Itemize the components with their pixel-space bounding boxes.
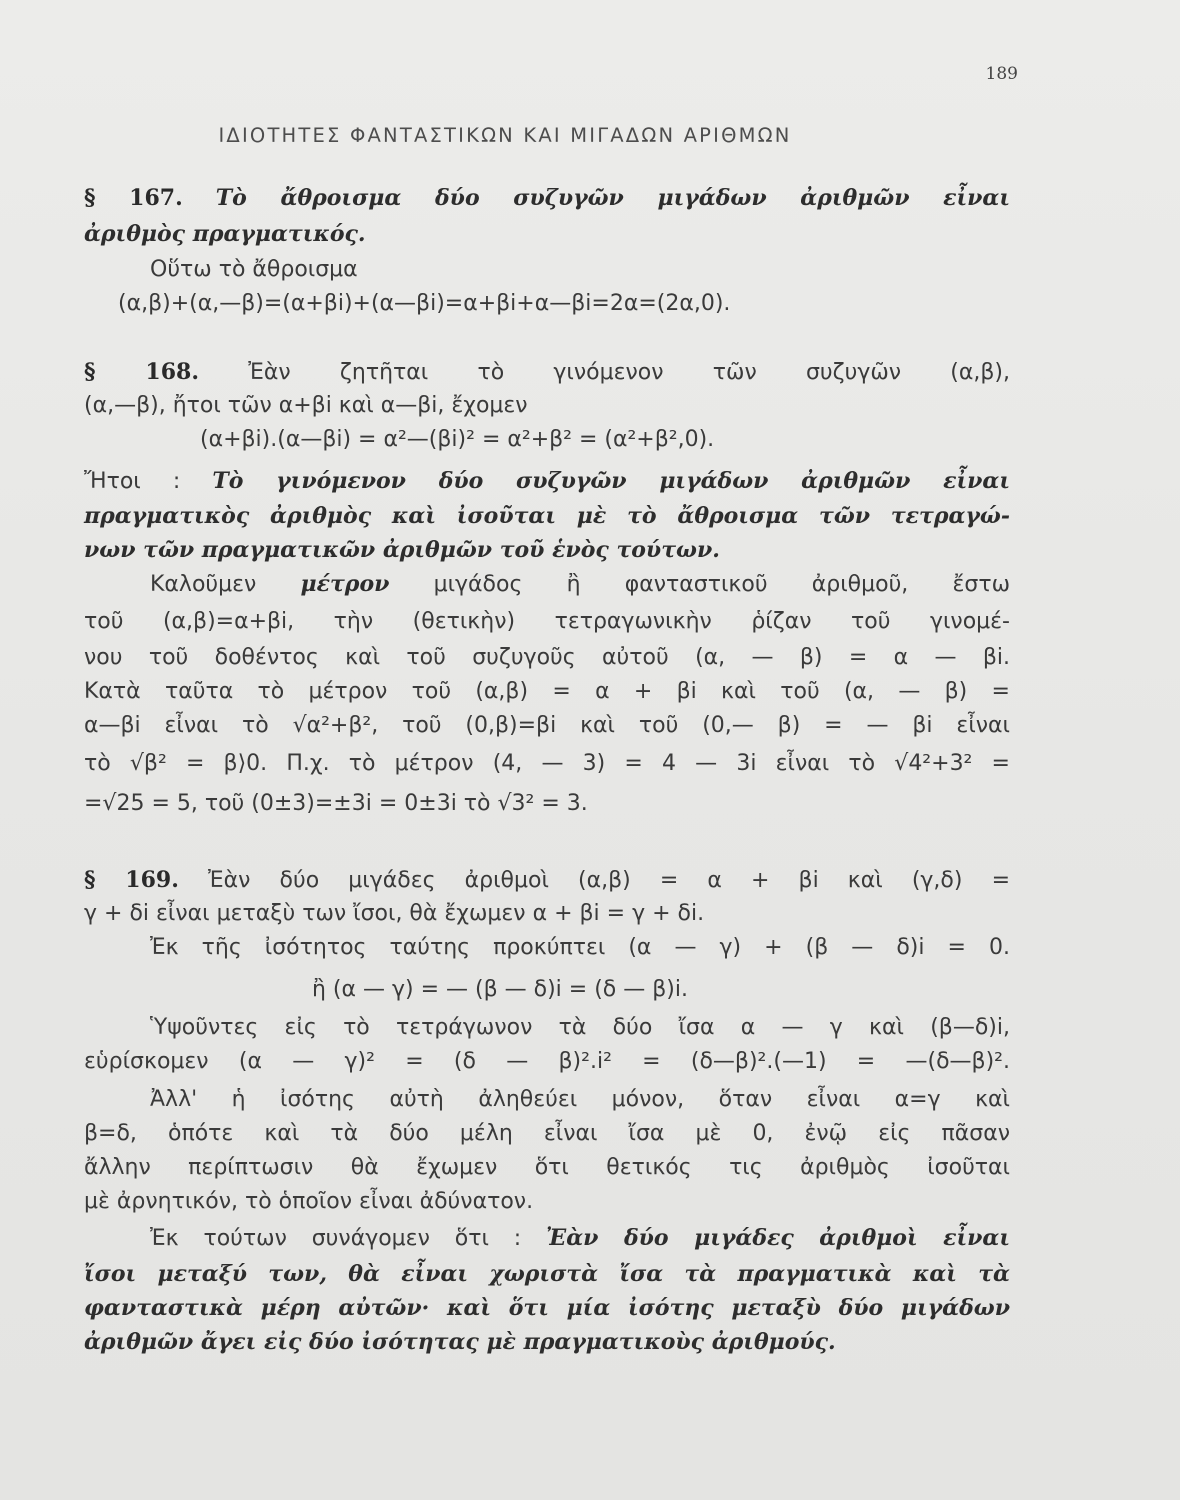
- sec168-line-4: [84, 465, 1010, 497]
- text-span: Καλοῦμεν: [150, 572, 257, 597]
- section-number: § 167.: [84, 185, 183, 211]
- sec169-equation: ἢ (α — γ) = — (β — δ)i = (δ — β)i.: [312, 977, 688, 1002]
- sec169-line-3: Ἐκ τῆς ἰσότητος ταύτης προκύπτει (α — γ) + (β — δ)i = 0.: [150, 935, 1010, 960]
- sec168-line-13: =√25 = 5, τοῦ (0±3)=±3i = 0±3i τὸ √3² = 3.: [84, 791, 588, 816]
- theorem-text: νων τῶν πραγματικῶν ἀριθμῶν τοῦ ἑνὸς τούτων.: [84, 537, 720, 563]
- sec169-line-6: εὑρίσκομεν (α — γ)² = (δ — β)².i² = (δ—β)².(—1) = —(δ—β)².: [84, 1049, 1010, 1074]
- text-span: Ἐὰν δύο μιγάδες ἀριθμοὶ (α,β) = α + βi καὶ (γ,δ) =: [208, 868, 1011, 893]
- sec169-line-2: γ + δi εἶναι μεταξὺ των ἴσοι, θὰ ἔχωμεν α + βi = γ + δi.: [84, 901, 705, 926]
- sec167-line-2: [84, 218, 1010, 250]
- theorem-text: ἀριθμῶν ἄγει εἰς δύο ἰσότητας μὲ πραγματικοὺς ἀριθμούς.: [84, 1329, 836, 1355]
- sec169-line-5: Ὑψοῦντες εἰς τὸ τετράγωνον τὰ δύο ἴσα α — γ καὶ (β—δ)i,: [150, 1015, 1010, 1040]
- sec169-line-7: Ἀλλ' ἡ ἰσότης αὐτὴ ἀληθεύει μόνον, ὅταν εἶναι α=γ καὶ: [150, 1087, 1010, 1112]
- sec168-line-10: Κατὰ ταῦτα τὸ μέτρον τοῦ (α,β) = α + βi καὶ τοῦ (α, — β) =: [84, 679, 1010, 704]
- theorem-text: ἀριθμὸς πραγματικός.: [84, 221, 366, 247]
- sec168-line-7: [150, 568, 1010, 600]
- sec167-line-1: [84, 182, 1010, 214]
- sec169-line-8: β=δ, ὁπότε καὶ τὰ δύο μέλη εἶναι ἴσα μὲ 0, ἐνῷ εἰς πᾶσαν: [84, 1121, 1010, 1146]
- page-number: 189: [985, 64, 1018, 84]
- theorem-text: ἴσοι μεταξύ των, θὰ εἶναι χωριστὰ ἴσα τὰ πραγματικὰ καὶ τὰ: [84, 1261, 1010, 1287]
- sec169-line-9: ἄλλην περίπτωσιν θὰ ἔχωμεν ὅτι θετικός τις ἀριθμὸς ἰσοῦται: [84, 1155, 1010, 1180]
- text-span: Ἤτοι :: [84, 469, 181, 494]
- theorem-text: πραγματικὸς ἀριθμὸς καὶ ἰσοῦται μὲ τὸ ἄθροισμα τῶν τετραγώ-: [84, 503, 1010, 529]
- sec168-line-2: (α,—β), ἤτοι τῶν α+βi καὶ α—βi, ἔχομεν: [84, 393, 528, 418]
- theorem-text: Ἐὰν δύο μιγάδες ἀριθμοὶ εἶναι: [546, 1225, 1010, 1251]
- sec168-line-5: [84, 500, 1010, 532]
- sec169-line-1: [84, 864, 1010, 896]
- section-number: § 169.: [84, 867, 179, 893]
- sec169-line-12: [84, 1258, 1010, 1290]
- theorem-text: Τὸ ἄθροισμα δύο συζυγῶν μιγάδων ἀριθμῶν εἶναι: [215, 185, 1011, 211]
- sec167-equation: (α,β)+(α,—β)=(α+βi)+(α—βi)=α+βi+α—βi=2α=(2α,0).: [118, 291, 731, 316]
- sec168-equation: (α+βi).(α—βi) = α²—(βi)² = α²+β² = (α²+β²,0).: [200, 427, 715, 452]
- text-span: Ἐὰν ζητῆται τὸ γινόμενον τῶν συζυγῶν (α,β),: [248, 360, 1011, 385]
- theorem-text: Τὸ γινόμενον δύο συζυγῶν μιγάδων ἀριθμῶν εἶναι: [212, 468, 1010, 494]
- sec167-line-3: Οὕτω τὸ ἄθροισμα: [150, 257, 358, 282]
- sec168-line-12: τὸ √β² = β⟩0. Π.χ. τὸ μέτρον (4, — 3) = 4 — 3i εἶναι τὸ √4²+3² =: [84, 751, 1010, 776]
- section-number: § 168.: [84, 359, 199, 385]
- sec169-line-10: μὲ ἀρνητικόν, τὸ ὁποῖον εἶναι ἀδύνατον.: [84, 1189, 534, 1214]
- running-head: ΙΔΙΟΤΗΤΕΣ ΦΑΝΤΑΣΤΙΚΩΝ ΚΑΙ ΜΙΓΑΔΩΝ ΑΡΙΘΜΩΝ: [218, 124, 792, 147]
- emphasis-term: μέτρον: [300, 571, 390, 597]
- theorem-text: φανταστικὰ μέρη αὐτῶν· καὶ ὅτι μία ἰσότης μεταξὺ δύο μιγάδων: [84, 1295, 1010, 1321]
- sec169-line-13: [84, 1292, 1010, 1324]
- sec168-line-9: νου τοῦ δοθέντος καὶ τοῦ συζυγοῦς αὐτοῦ (α, — β) = α — βi.: [84, 645, 1010, 670]
- sec169-line-11: [150, 1222, 1010, 1254]
- text-span: μιγάδος ἢ φανταστικοῦ ἀριθμοῦ, ἔστω: [433, 572, 1010, 597]
- sec168-line-11: α—βi εἶναι τὸ √α²+β², τοῦ (0,β)=βi καὶ τοῦ (0,— β) = — βi εἶναι: [84, 713, 1010, 738]
- sec168-line-6: [84, 534, 1010, 566]
- sec168-line-1: [84, 356, 1010, 388]
- sec169-line-14: [84, 1326, 1010, 1358]
- sec168-line-8: τοῦ (α,β)=α+βi, τὴν (θετικὴν) τετραγωνικὴν ῥίζαν τοῦ γινομέ-: [84, 609, 1010, 634]
- text-span: Ἐκ τούτων συνάγομεν ὅτι :: [150, 1226, 522, 1251]
